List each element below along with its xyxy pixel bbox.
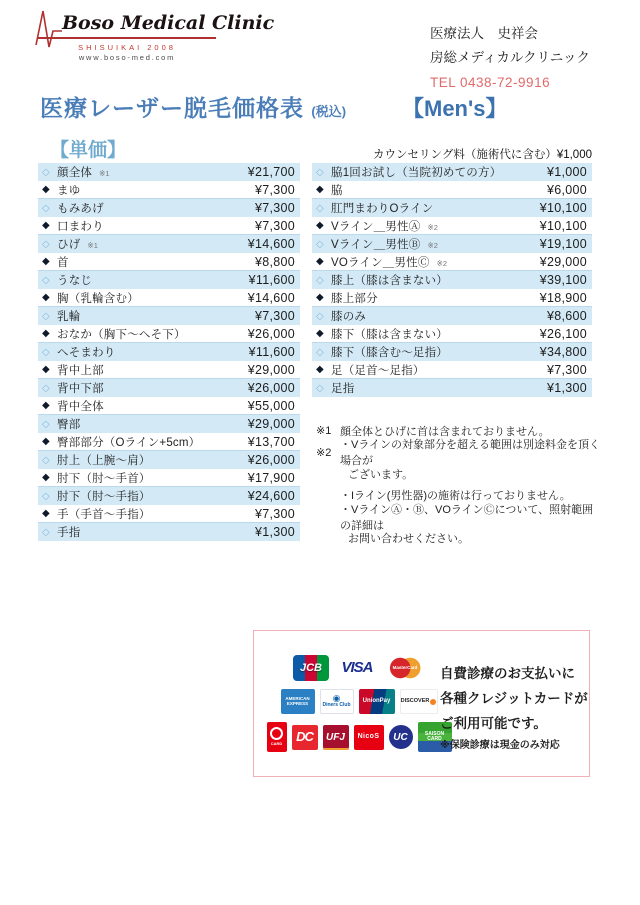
treatment-area-label: 乳輪 [57,311,81,323]
price-row [38,361,300,379]
payment-info-box [253,630,590,777]
treatment-area-label: もみあげ [57,203,104,215]
treatment-area-label: 膝のみ [331,311,367,323]
clinic-name: 房総メディカルクリニック [430,49,590,65]
price-row [38,415,300,433]
payment-text [440,661,588,756]
card-logo-row [264,655,454,681]
price-value: ¥6,000 [546,182,587,197]
payment-text-line: ご利用可能です。 [440,716,547,731]
diamond-icon: ◇ [316,202,324,214]
footnote-text: 顔全体とひげに首は含まれておりません。 [340,425,550,438]
marui-card-logo-icon: CARD [267,722,287,752]
diamond-icon: ◆ [316,256,324,267]
footnote-text: お問い合わせください。 [348,533,469,546]
price-row [312,343,592,361]
diamond-icon: ◇ [42,454,50,466]
footnote-ref: ※2 [436,258,448,268]
price-value: ¥7,300 [546,362,587,377]
diamond-icon: ◇ [42,526,50,538]
audience-label: 【Men's】 [402,96,508,121]
clinic-logo-url: www.boso-med.com [78,53,176,62]
price-value: ¥34,800 [539,345,587,359]
visa-card-logo-icon: VISA [334,655,380,681]
price-value: ¥19,100 [539,237,587,251]
price-row [312,181,592,199]
payment-text-line: 自費診療のお支払いに [440,666,575,681]
footnote-ref: ※1 [87,241,98,250]
diamond-icon: ◆ [42,436,50,447]
right-price-table [312,163,592,397]
price-value: ¥13,700 [247,434,295,449]
treatment-area-label: 肘上（上腕～肩） [57,455,151,467]
footnote-line [316,503,602,532]
treatment-area-label: VOライン＿男性Ⓒ [331,256,430,269]
diamond-icon: ◇ [42,382,50,394]
counseling-fee-line: カウンセリング料（施術代に含む）¥1,000 [373,149,592,161]
footnote-text: ・VラインⒶ・Ⓑ、VOラインⒸについて、照射範囲の詳細は [340,503,594,532]
footnote-ref: ※2 [427,241,438,250]
treatment-area-label: まゆ [57,184,81,197]
treatment-area-label: 脇 [331,184,343,197]
treatment-area-label: ひげ [57,239,81,251]
treatment-area-label: 顔全体 [57,167,93,179]
price-row [38,235,300,253]
nicos-card-logo-icon: NicoS [354,725,384,750]
price-row [38,343,300,361]
price-row [38,271,300,289]
discover-card-logo-icon: DISCOVER [400,689,438,714]
price-row [312,325,592,343]
price-value: ¥10,100 [539,201,587,215]
diamond-icon: ◇ [316,238,324,250]
price-row [38,163,300,181]
price-value: ¥10,100 [539,218,587,233]
price-row [38,199,300,217]
price-row [38,487,300,505]
price-row [312,199,592,217]
diamond-icon: ◇ [316,274,324,286]
price-value: ¥7,300 [254,309,295,323]
diamond-icon: ◇ [42,166,50,178]
price-row [312,217,592,235]
diamond-icon: ◇ [42,202,50,214]
treatment-area-label: 足指 [331,383,355,395]
price-value: ¥11,600 [248,273,295,287]
price-row [38,469,300,487]
treatment-area-label: 臀部部分（Oライン+5cm） [57,436,201,449]
clinic-logo [38,12,275,62]
treatment-area-label: 臀部 [57,419,81,431]
saison-card-logo-icon: SAISON CARD [418,722,452,752]
payment-text-line: 各種クレジットカードが [440,691,588,706]
left-price-table [38,163,300,541]
unionpay-card-logo-icon: UnionPay [359,689,395,714]
price-value: ¥39,100 [539,273,587,287]
price-value: ¥29,000 [247,362,295,377]
price-value: ¥1,300 [254,525,295,539]
diamond-icon: ◆ [316,328,324,339]
price-value: ¥21,700 [247,165,295,179]
clinic-logo-row [38,12,275,39]
price-value: ¥24,600 [247,489,295,503]
price-row [312,361,592,379]
treatment-area-label: Vライン＿男性Ⓐ [331,220,421,233]
card-logo-row [264,689,454,714]
treatment-area-label: Vライン＿男性Ⓑ [331,239,421,251]
footnote-marker: ※2 [316,446,332,459]
treatment-area-label: 首 [57,256,69,269]
price-value: ¥55,000 [247,398,295,413]
treatment-area-label: 肘下（肘～手指） [57,491,151,503]
jcb-card-logo-icon: JCB [293,655,329,681]
price-value: ¥7,300 [254,182,295,197]
price-value: ¥1,000 [546,165,587,179]
footnote-ref: ※1 [99,169,110,178]
price-row [38,523,300,541]
price-row [312,307,592,325]
treatment-area-label: へそまわり [57,347,116,359]
diamond-icon: ◇ [42,490,50,502]
price-row [312,379,592,397]
footnote-text: ・Vラインの対象部分を超える範囲は別途料金を頂く場合が [340,439,601,468]
treatment-area-label: 脇1回お試し（当院初めての方） [331,167,502,179]
dc-card-logo-icon: DC [292,725,318,750]
diamond-icon: ◇ [42,274,50,286]
diamond-icon: ◆ [316,184,324,195]
page-title-text: 医療レーザー脱毛価格表 [40,95,304,121]
price-value: ¥26,000 [247,326,295,341]
price-row [38,505,300,523]
price-value: ¥8,800 [254,254,295,269]
diamond-icon: ◇ [316,166,324,178]
price-value: ¥11,600 [248,345,295,359]
treatment-area-label: うなじ [57,275,93,287]
uc-card-logo-icon: UC [389,725,413,749]
price-row [312,253,592,271]
price-row [312,271,592,289]
diamond-icon: ◇ [42,310,50,322]
clinic-info [430,22,590,95]
treatment-area-label: おなか（胸下～へそ下） [57,328,186,341]
price-value: ¥1,300 [546,381,587,395]
diamond-icon: ◆ [42,364,50,375]
price-row [38,397,300,415]
price-row [312,235,592,253]
price-row [38,325,300,343]
tax-included-note: (税込) [311,104,347,119]
price-value: ¥7,300 [254,218,295,233]
price-value: ¥14,600 [247,290,295,305]
diamond-icon: ◆ [42,220,50,231]
price-row [38,379,300,397]
unit-price-heading: 【単価】 [50,140,127,161]
price-row [38,217,300,235]
treatment-area-label: 背中上部 [57,364,104,377]
footnote-line [316,439,602,468]
treatment-area-label: 足（足首～足指） [331,364,425,377]
price-row [38,307,300,325]
diamond-icon: ◇ [42,346,50,358]
page-title [40,90,346,123]
treatment-area-label: 口まわり [57,220,104,233]
price-value: ¥29,000 [247,417,295,431]
price-value: ¥26,100 [539,326,587,341]
card-logo-row [264,722,454,752]
footnote-ref: ※2 [427,222,438,232]
treatment-area-label: 膝上部分 [331,292,378,305]
price-row [312,289,592,307]
price-value: ¥29,000 [539,254,587,269]
price-value: ¥14,600 [247,237,295,251]
price-value: ¥7,300 [254,506,295,521]
footnote-text: ・Iライン(男性器)の施術は行っておりません。 [340,490,571,503]
price-row [312,163,592,181]
treatment-area-label: 背中下部 [57,383,104,395]
price-row [38,433,300,451]
price-row [38,253,300,271]
treatment-area-label: 手指 [57,527,81,539]
diamond-icon: ◆ [316,220,324,231]
clinic-logo-subtitle: SHISUIKAI 2008 [78,43,176,52]
diamond-icon: ◇ [316,346,324,358]
price-row [38,289,300,307]
insurance-cash-only-note: ※保険診療は現金のみ対応 [440,740,560,751]
credit-card-logos [264,655,454,760]
diamond-icon: ◇ [316,310,324,322]
treatment-area-label: 背中全体 [57,400,104,413]
diamond-icon: ◇ [316,382,324,394]
price-value: ¥26,000 [247,453,295,467]
clinic-logo-name: Boso Medical Clinic [62,12,275,34]
diamond-icon: ◆ [316,292,324,303]
diamond-icon: ◆ [42,256,50,267]
price-value: ¥17,900 [247,470,295,485]
diamond-icon: ◇ [42,238,50,250]
diamond-icon: ◆ [42,472,50,483]
treatment-area-label: 肘下（肘～手首） [57,472,151,485]
price-value: ¥8,600 [546,309,587,323]
treatment-area-label: 膝上（膝は含まない） [331,275,448,287]
treatment-area-label: 膝下（膝は含まない） [331,328,448,341]
treatment-area-label: 手（手首～手指） [57,508,151,521]
price-row [38,451,300,469]
diners-card-logo-icon: ◉ Diners Club [320,689,354,714]
footnote-marker: ※1 [316,425,332,438]
price-value: ¥18,900 [539,290,587,305]
treatment-area-label: 膝下（膝含む～足指） [331,347,448,359]
diamond-icon: ◇ [42,418,50,430]
diamond-icon: ◆ [42,400,50,411]
ufj-card-logo-icon: UFJ [323,725,349,750]
diamond-icon: ◆ [42,328,50,339]
mastercard-card-logo-icon: MasterCard [385,655,425,681]
price-value: ¥7,300 [254,201,295,215]
treatment-area-label: 胸（乳輪含む） [57,292,139,305]
price-value: ¥26,000 [247,381,295,395]
diamond-icon: ◆ [42,292,50,303]
footnote-text: ございます。 [348,468,414,481]
medical-corporation-name: 医療法人 史祥会 [430,26,538,41]
treatment-area-label: 肛門まわりOライン [331,203,434,215]
phone-number: TEL 0438-72-9916 [430,75,551,91]
diamond-icon: ◆ [316,364,324,375]
diamond-icon: ◆ [42,184,50,195]
price-row [38,181,300,199]
amex-card-logo-icon: AMERICAN EXPRESS [281,689,315,714]
ekg-heartbeat-icon [34,3,62,49]
diamond-icon: ◆ [42,508,50,519]
footnotes [316,420,602,549]
